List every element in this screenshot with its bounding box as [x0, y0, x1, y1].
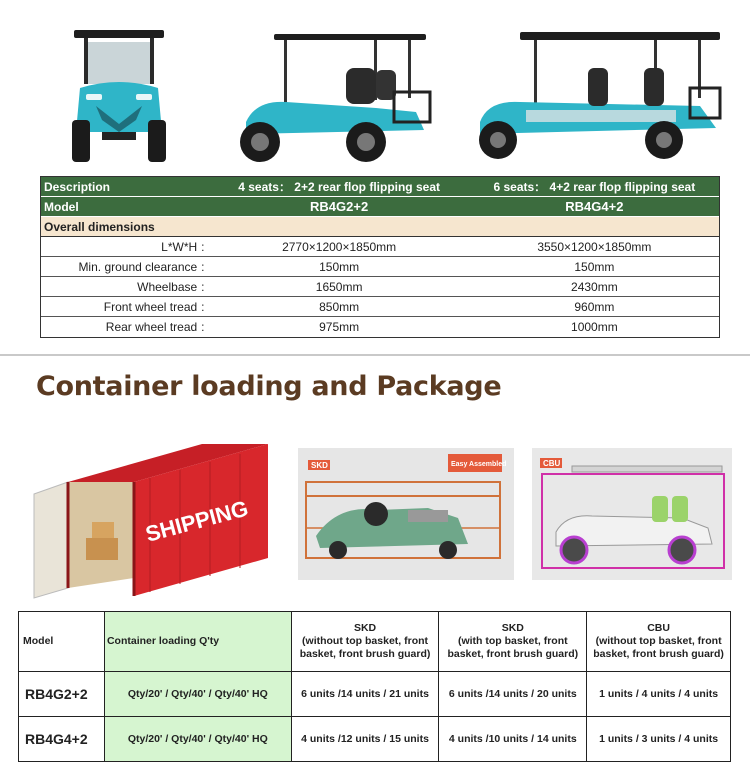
- spec-value-4: 1650mm: [315, 279, 363, 294]
- section-title-row: [41, 217, 719, 237]
- spec-colon: :: [201, 259, 205, 274]
- loading-qty-header: Container loading Q'ty: [104, 612, 291, 672]
- loading-skd-without: 4 units /12 units / 15 units: [291, 717, 439, 762]
- loading-model: RB4G4+2: [19, 717, 105, 762]
- spec-value-6: 1000mm: [571, 320, 618, 334]
- cbu-package-illustration: [532, 448, 732, 580]
- golf-cart-4-seat-photo: [226, 30, 436, 166]
- skd-with-header: SKD (with top basket, front basket, front brush guard): [439, 612, 587, 672]
- spec-label: L*W*H: [161, 239, 198, 254]
- spec-row: [41, 297, 719, 317]
- spec-value-4: 850mm: [319, 299, 360, 314]
- description-row: [41, 177, 719, 197]
- specification-table: [40, 176, 720, 338]
- skd-package-illustration: [298, 448, 514, 580]
- loading-row: [19, 672, 731, 717]
- loading-cbu: 1 units / 3 units / 4 units: [587, 717, 731, 762]
- cbu-tag: CBU: [543, 459, 561, 468]
- shipping-container-illustration: [30, 438, 272, 604]
- loading-skd-with: 4 units /10 units / 14 units: [439, 717, 587, 762]
- spec-row: [41, 237, 719, 257]
- container-loading-table: [18, 611, 731, 762]
- loading-skd-without: 6 units /14 units / 21 units: [291, 672, 439, 717]
- description-4-seats: 4 seats： 2+2 rear flop flipping seat: [238, 180, 440, 194]
- section-heading: Container loading and Package: [36, 371, 502, 402]
- description-label: Description: [44, 179, 111, 194]
- spec-value-4: 975mm: [319, 320, 360, 334]
- loading-model: RB4G2+2: [19, 672, 105, 717]
- spec-colon: :: [201, 320, 205, 334]
- spec-value-4: 2770×1200×1850mm: [282, 239, 397, 254]
- model-row: [41, 197, 719, 217]
- golf-cart-front-photo: [66, 28, 172, 166]
- spec-label: Front wheel tread: [103, 299, 198, 314]
- spec-label: Rear wheel tread: [105, 320, 198, 334]
- description-6-seats: 6 seats： 4+2 rear flop flipping seat: [493, 180, 696, 194]
- spec-row: [41, 277, 719, 297]
- easy-assembled-tag: Easy Assembled: [451, 461, 507, 468]
- loading-skd-with: 6 units /14 units / 20 units: [439, 672, 587, 717]
- section-title: Overall dimensions: [44, 219, 155, 234]
- skd-tag: SKD: [311, 461, 328, 470]
- model-6-seats: RB4G4+2: [565, 199, 624, 214]
- loading-cbu: 1 units / 4 units / 4 units: [587, 672, 731, 717]
- spec-value-4: 150mm: [319, 259, 360, 274]
- spec-label: Min. ground clearance: [78, 259, 198, 274]
- loading-model-header: Model: [19, 612, 105, 672]
- section-divider: [0, 354, 750, 356]
- model-label: Model: [44, 199, 79, 214]
- golf-cart-6-seat-photo: [468, 28, 722, 162]
- spec-row: [41, 257, 719, 277]
- loading-qty: Qty/20' / Qty/40' / Qty/40' HQ: [104, 672, 291, 717]
- loading-qty: Qty/20' / Qty/40' / Qty/40' HQ: [104, 717, 291, 762]
- loading-header-row: [19, 612, 731, 672]
- skd-without-header: SKD (without top basket, front basket, front brush guard): [291, 612, 439, 672]
- spec-value-6: 3550×1200×1850mm: [537, 239, 652, 254]
- spec-value-6: 150mm: [574, 259, 615, 274]
- cbu-header: CBU (without top basket, front basket, front brush guard): [587, 612, 731, 672]
- spec-row: [41, 317, 719, 337]
- model-4-seats: RB4G2+2: [310, 199, 369, 214]
- spec-colon: :: [201, 239, 205, 254]
- loading-row: [19, 717, 731, 762]
- spec-value-6: 960mm: [574, 299, 615, 314]
- spec-colon: :: [201, 279, 205, 294]
- spec-colon: :: [201, 299, 205, 314]
- spec-value-6: 2430mm: [571, 279, 618, 294]
- container-text: SHIPPING: [142, 495, 251, 547]
- spec-label: Wheelbase: [137, 279, 198, 294]
